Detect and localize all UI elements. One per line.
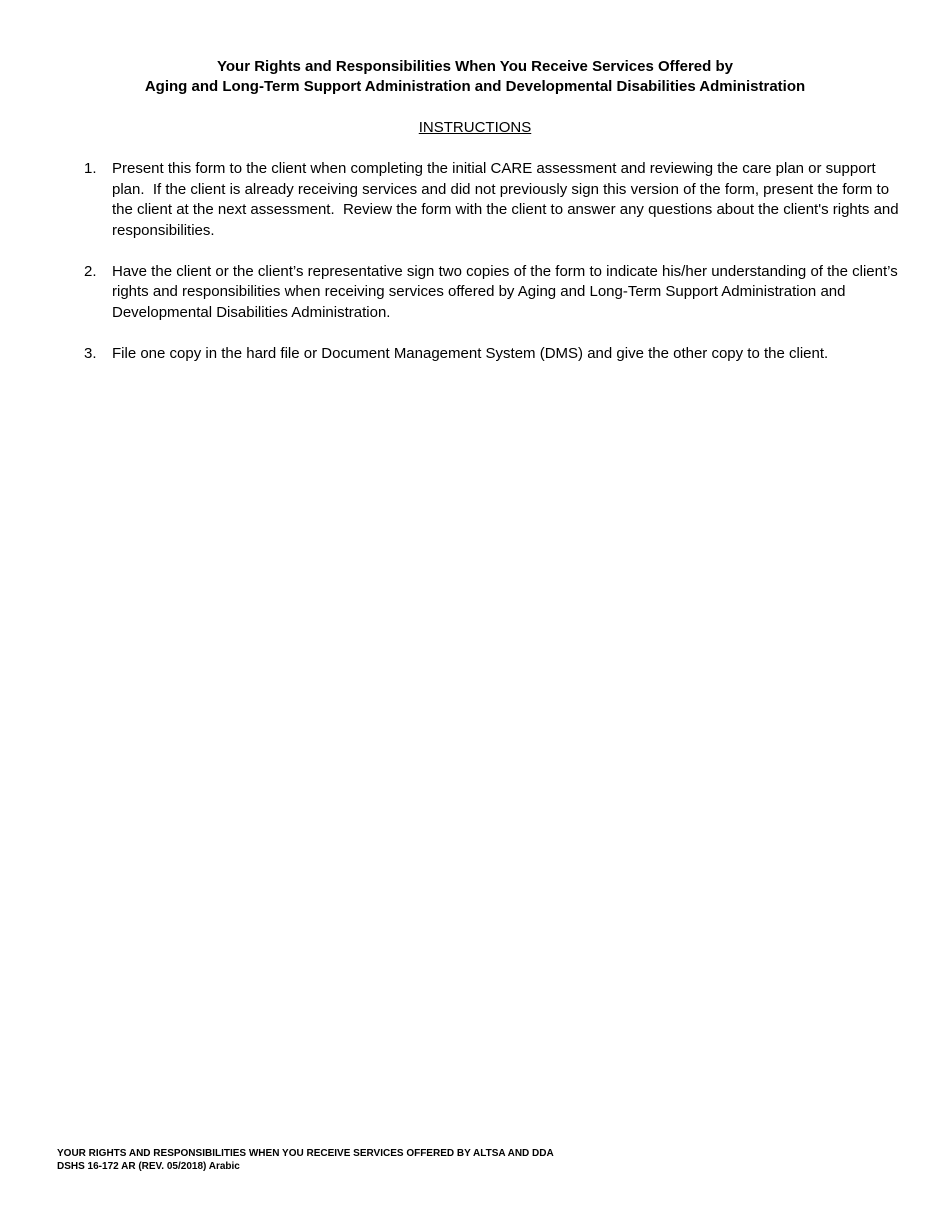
- title-line-1: Your Rights and Responsibilities When You Receive Services Offered by: [217, 58, 733, 75]
- list-item-number: 1.: [84, 160, 97, 177]
- footer-form-title: YOUR RIGHTS AND RESPONSIBILITIES WHEN YOU RECEIVE SERVICES OFFERED BY ALTSA AND DDA: [57, 1148, 554, 1159]
- title-line-2: Aging and Long-Term Support Administration and Developmental Disabilities Administration: [144, 78, 806, 95]
- list-item-text: File one copy in the hard file or Document Management System (DMS) and give the other copy to the client.: [112, 344, 829, 362]
- instructions-list: [84, 159, 903, 385]
- instructions-heading: [0, 118, 950, 138]
- document-title: [0, 57, 950, 97]
- list-item: [84, 344, 899, 365]
- page-footer: [57, 1147, 554, 1173]
- footer-form-number: DSHS 16-172 AR (REV. 05/2018) Arabic: [57, 1161, 240, 1172]
- list-item: [84, 262, 899, 324]
- list-item-text: Present this form to the client when completing the initial CARE assessment and reviewing the care plan or support plan. If the client is already receiving services and did not previously sign this version of the form, present the form to the client at the next assessment. Review the form with the client to answer any questions about the client's rights and responsibilities.: [112, 160, 903, 239]
- list-item-number: 3.: [84, 344, 97, 362]
- list-item-number: 2.: [84, 262, 97, 280]
- list-item-text: Have the client or the client’s representative sign two copies of the form to indicate his/her understanding of the client’s rights and responsibilities when receiving services offered by Aging and Long-Term Support Administration and Developmental Disabilities Administration.: [112, 262, 898, 321]
- instructions-heading-text: INSTRUCTIONS: [418, 119, 532, 136]
- list-item: [84, 159, 903, 241]
